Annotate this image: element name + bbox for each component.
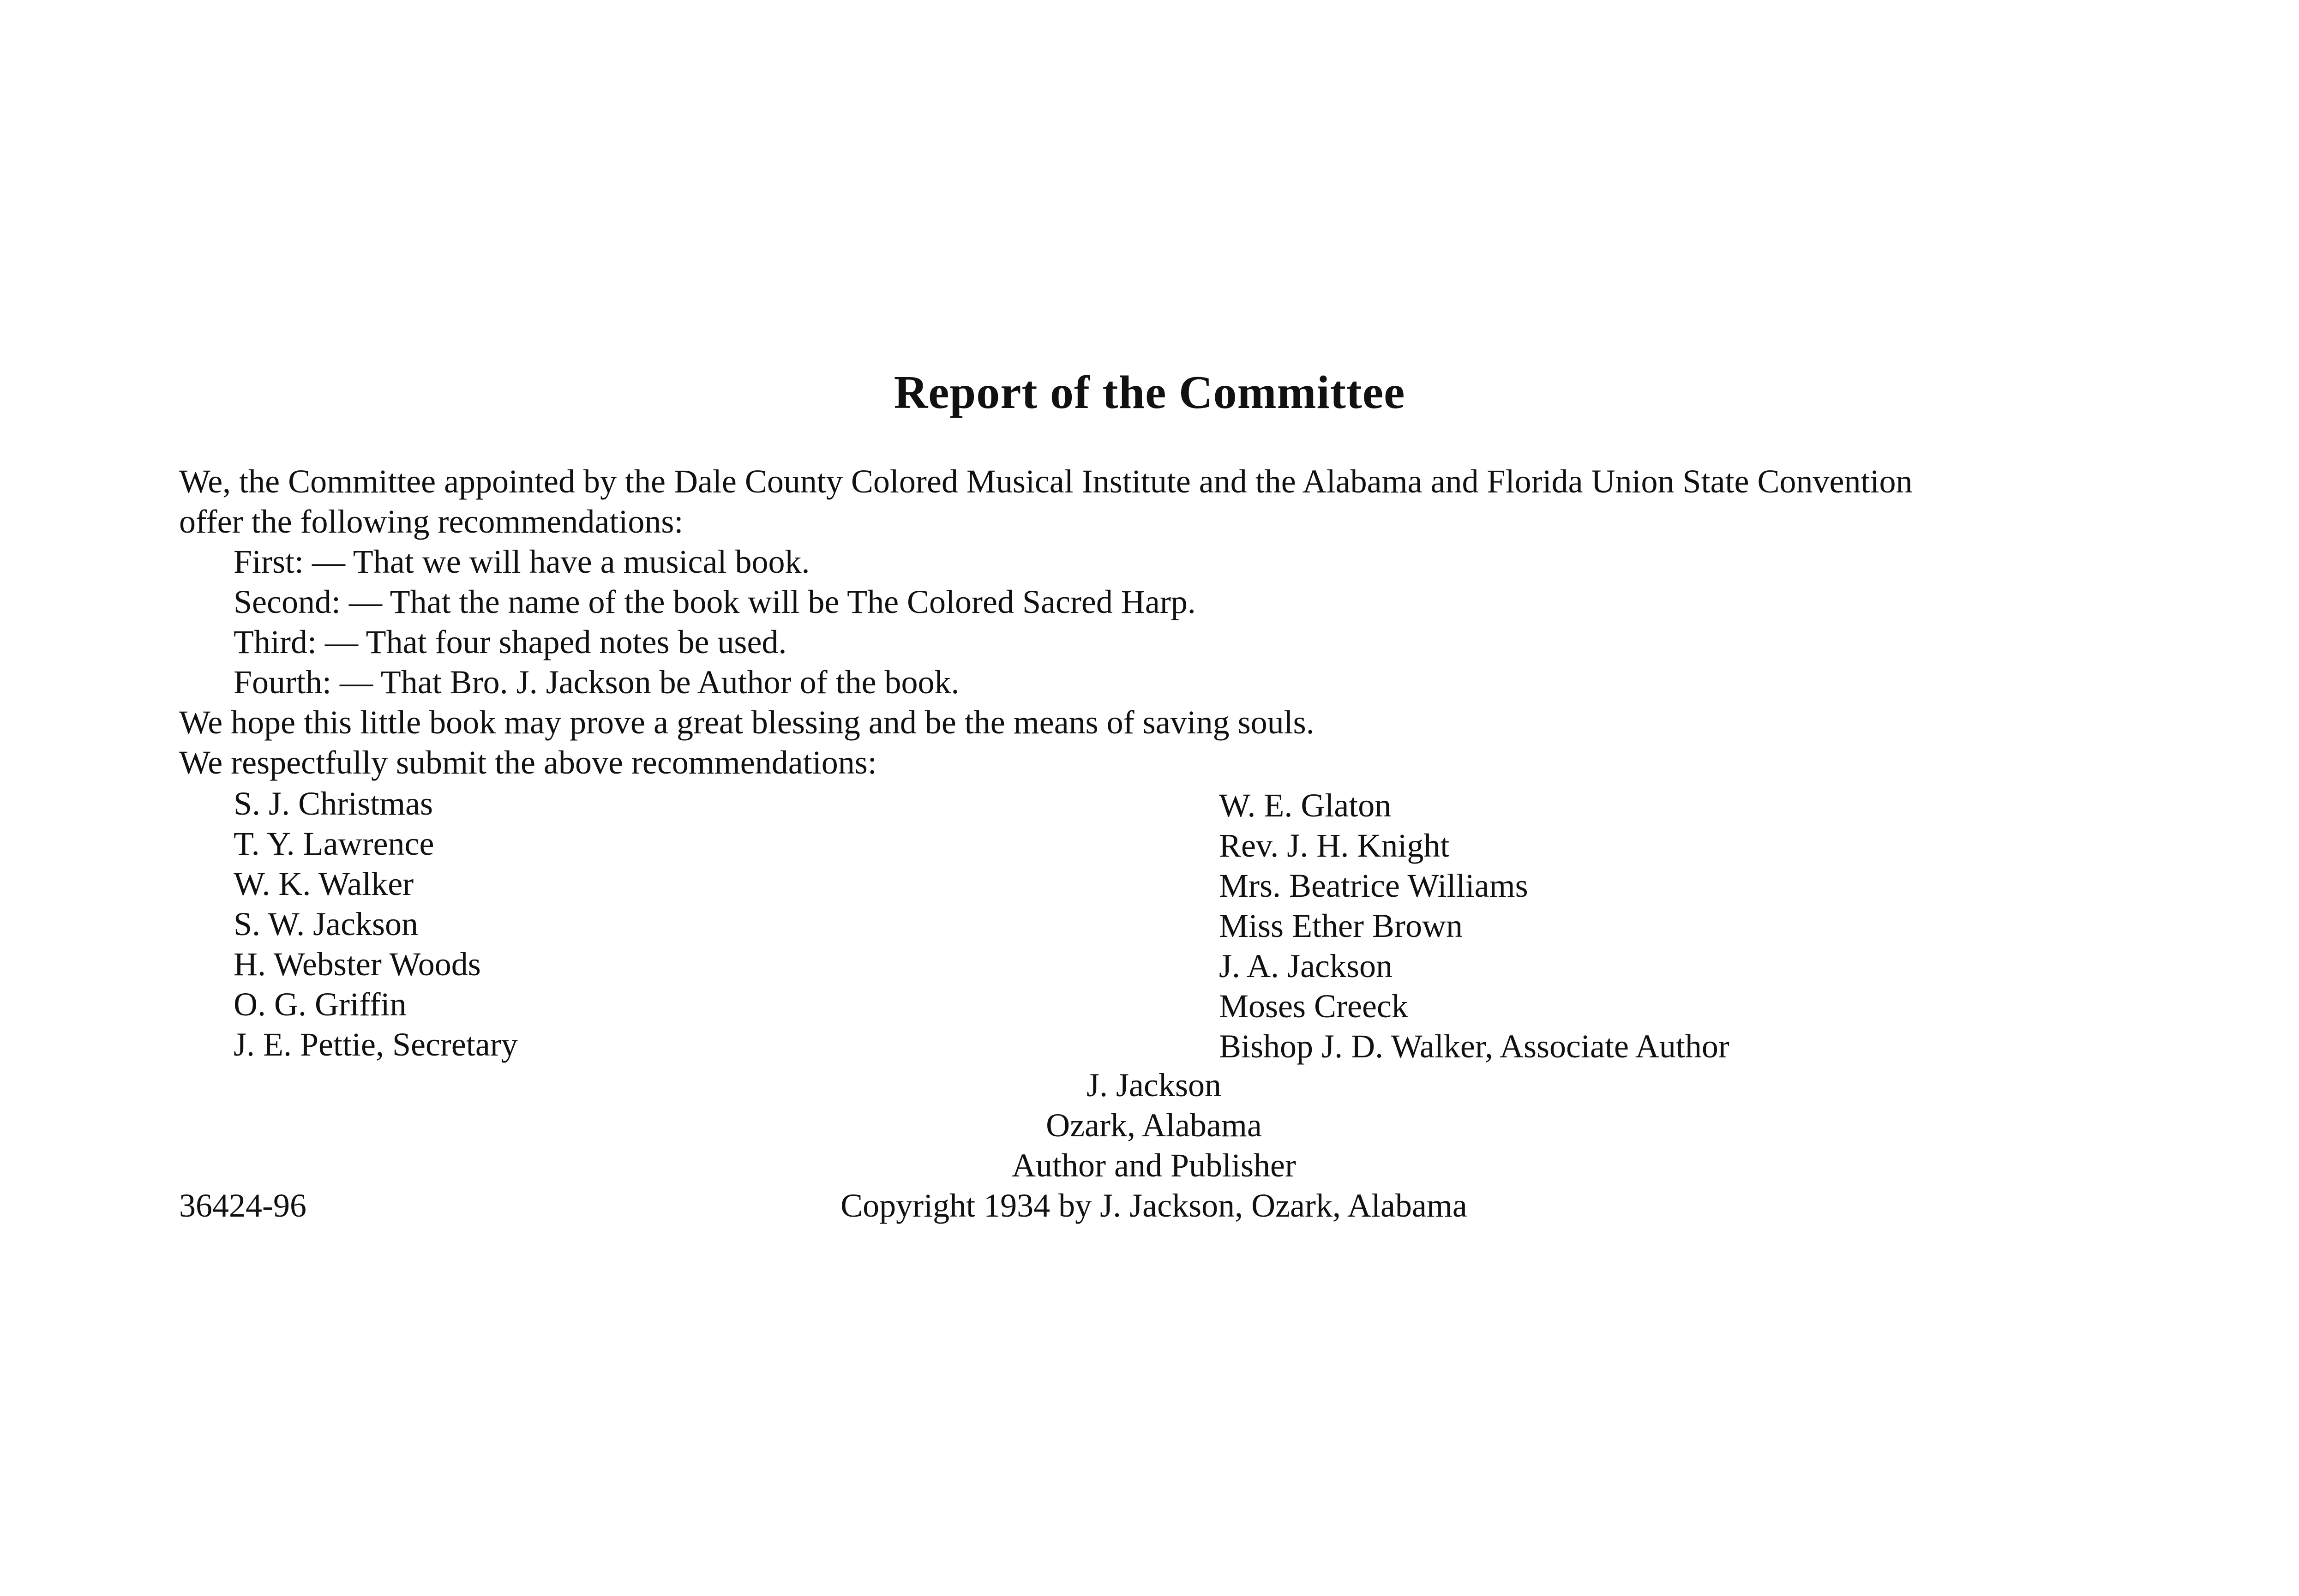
signature-name: Rev. J. H. Knight xyxy=(1219,827,1450,864)
signature-name: W. E. Glaton xyxy=(1219,787,1392,824)
publisher-name: J. Jackson xyxy=(1086,1067,1221,1104)
signature-name: J. A. Jackson xyxy=(1219,948,1393,984)
recommendation-first: First: — That we will have a musical book. xyxy=(234,543,810,580)
signature-name: O. G. Griffin xyxy=(234,986,407,1023)
publisher-block xyxy=(780,1065,1528,1226)
signature-name: Bishop J. D. Walker, Associate Author xyxy=(1219,1028,1729,1065)
intro-line-1: We, the Committee appointed by the Dale County Colored Musical Institute and the Alabama and Florida Union State Convention xyxy=(179,463,1913,500)
recommendation-second: Second: — That the name of the book will be The Colored Sacred Harp. xyxy=(234,583,1196,620)
recommendation-third: Third: — That four shaped notes be used. xyxy=(234,624,787,660)
signature-name: S. J. Christmas xyxy=(234,785,433,822)
page-title: Report of the Committee xyxy=(894,366,1405,419)
report-body xyxy=(179,462,2164,783)
signature-name: W. K. Walker xyxy=(234,865,414,902)
signature-name: Miss Ether Brown xyxy=(1219,907,1463,944)
signature-name: T. Y. Lawrence xyxy=(234,825,434,862)
signature-name: Moses Creeck xyxy=(1219,988,1408,1025)
closing-submit: We respectfully submit the above recommendations: xyxy=(179,744,877,781)
copyright-notice: Copyright 1934 by J. Jackson, Ozark, Alabama xyxy=(840,1187,1467,1224)
catalog-code: 36424-96 xyxy=(179,1187,306,1224)
signature-name: J. E. Pettie, Secretary xyxy=(234,1026,518,1063)
signature-name: H. Webster Woods xyxy=(234,946,481,983)
signature-name: S. W. Jackson xyxy=(234,906,419,942)
signature-name: Mrs. Beatrice Williams xyxy=(1219,867,1528,904)
publisher-location: Ozark, Alabama xyxy=(1046,1107,1262,1144)
publisher-role: Author and Publisher xyxy=(1012,1147,1296,1184)
closing-hope: We hope this little book may prove a great blessing and be the means of saving souls. xyxy=(179,704,1315,741)
signatures-right-column xyxy=(1219,786,1729,1067)
recommendation-fourth: Fourth: — That Bro. J. Jackson be Author of the book. xyxy=(234,664,960,701)
signatures-left-column xyxy=(234,784,518,1065)
intro-line-2: offer the following recommendations: xyxy=(179,503,684,540)
